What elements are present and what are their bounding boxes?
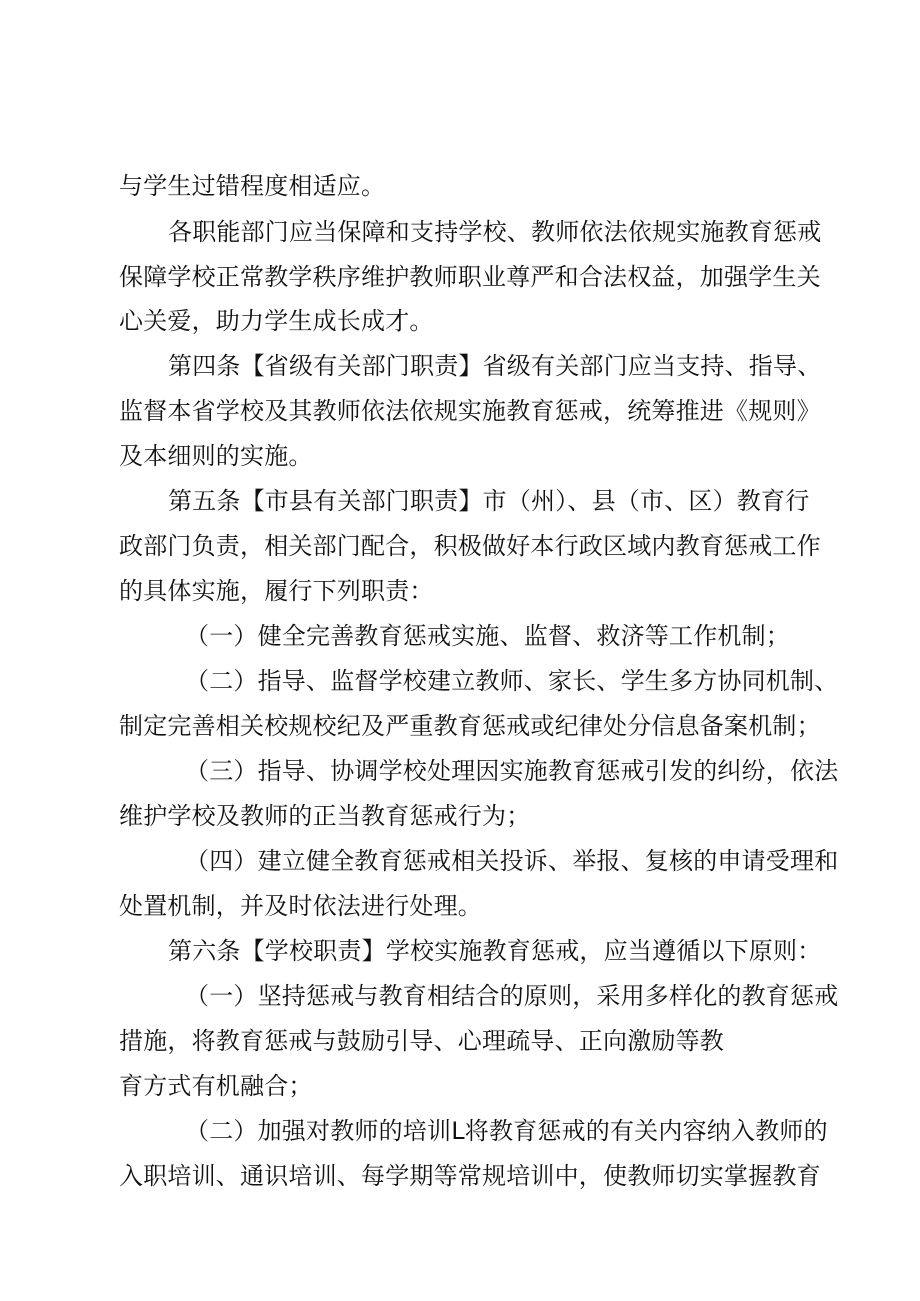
text-line: 与学生过错程度相适应。 [119,172,386,200]
text-line: 维护学校及教师的正当教育惩戒行为； [119,802,531,830]
text-line: 育方式有机融合； [119,1072,313,1100]
text-line: （三）指导、协调学校处理因实施教育惩戒引发的纠纷，依法 [185,757,839,785]
text-line: 的具体实施，履行下列职责： [119,577,434,605]
text-line: 监督本省学校及其教师依法依规实施教育惩戒，统筹推进《规则》 [119,397,821,425]
text-line: 入职培训、通识培训、每学期等常规培训中，使教师切实掌握教育 [119,1162,821,1190]
text-line: 保障学校正常教学秩序维护教师职业尊严和合法权益，加强学生关 [119,263,821,291]
text-line: 政部门负责，相关部门配合，积极做好本行政区域内教育惩戒工作 [119,532,821,560]
text-line: （二）加强对教师的培训L将教育惩戒的有关内容纳入教师的 [185,1117,828,1145]
text-line: 处置机制，并及时依法进行处理。 [119,892,482,920]
text-line: 第五条【市县有关部门职责】市（州）、县（市、区）教育行 [168,487,810,515]
text-line: （一）坚持惩戒与教育相结合的原则，采用多样化的教育惩戒 [185,982,839,1010]
text-line: （四）建立健全教育惩戒相关投诉、举报、复核的申请受理和 [185,847,839,875]
text-line: 第六条【学校职责】学校实施教育惩戒，应当遵循以下原则： [168,937,822,965]
text-line: 心关爱，助力学生成长成才。 [119,307,434,335]
text-line: 及本细则的实施。 [119,442,313,470]
text-line: 各职能部门应当保障和支持学校、教师依法依规实施教育惩戒 [168,218,822,246]
text-line: 制定完善相关校规校纪及严重教育惩戒或纪律处分信息备案机制； [119,712,821,740]
text-line: 措施，将教育惩戒与鼓励引导、心理疏导、正向激励等教 [119,1027,724,1055]
text-line: 第四条【省级有关部门职责】省级有关部门应当支持、指导、 [168,352,822,380]
text-line: （一）健全完善教育惩戒实施、监督、救济等工作机制； [185,622,790,650]
text-line: （二）指导、监督学校建立教师、家长、学生多方协同机制、 [185,667,839,695]
